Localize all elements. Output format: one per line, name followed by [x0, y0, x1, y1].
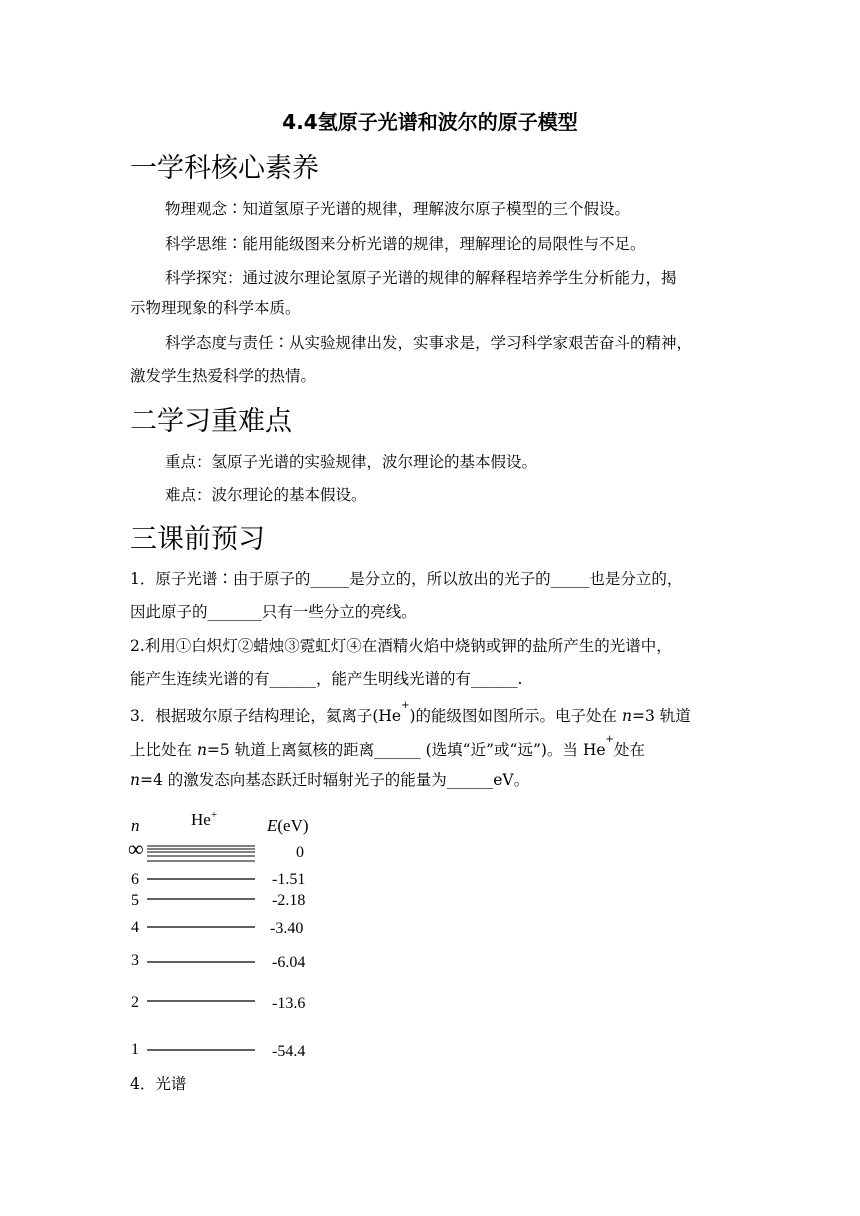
level-energy-label: -3.40: [270, 920, 304, 937]
energy-axis-label: E(eV): [267, 816, 309, 835]
level-energy-label: -2.18: [272, 892, 306, 909]
question-line: 2.利用①白炽灯②蜡烛③霓虹灯④在酒精火焰中烧钠或钾的盐所产生的光谱中，: [130, 637, 672, 655]
ion-label: He+: [191, 809, 218, 829]
section-heading-key-points: 二学习重难点: [130, 406, 292, 437]
section-heading-core-literacy: 一学科核心素养: [130, 153, 319, 184]
level-2: [131, 994, 305, 1012]
level-infinity: [128, 836, 304, 861]
paragraph-line: 物理观念∶知道氢原子光谱的规律，理解波尔原子模型的三个假设。: [165, 200, 631, 218]
level-energy-label: -54.4: [272, 1043, 306, 1060]
level-1: [131, 1041, 305, 1060]
level-3: [131, 952, 305, 971]
question-line: 因此原子的_______只有一些分立的亮线。: [130, 603, 417, 621]
question-3-line-2: 上比处在 n=5 轨道上离氦核的距离______ (选填“近”或“远”)。当 He+处在: [130, 734, 645, 760]
level-n-label: 3: [131, 952, 139, 969]
energy-level-diagram: [125, 808, 345, 1068]
question-line: 1．原子光谱∶由于原子的_____是分立的，所以放出的光子的_____也是分立的，: [130, 570, 683, 588]
paragraph-line: 难点：波尔理论的基本假设。: [165, 486, 367, 504]
question-line: 能产生连续光谱的有______，能产生明线光谱的有______.: [130, 670, 523, 688]
document-title: 4.4氢原子光谱和波尔的原子模型: [282, 110, 578, 134]
question-3-line-1: 3．根据玻尔原子结构理论，氦离子(He+)的能级图如图所示。电子处在 n=3 轨道: [130, 700, 691, 726]
question-3-line-3: n=4 的激发态向基态跃迁时辐射光子的能量为______eV。: [130, 771, 530, 789]
level-5: [131, 892, 305, 909]
paragraph-line: 科学思维∶能用能级图来分析光谱的规律，理解理论的局限性与不足。: [165, 235, 646, 253]
paragraph-line: 重点：氢原子光谱的实验规律，波尔理论的基本假设。: [165, 453, 538, 471]
question-4-line: 4．光谱: [130, 1075, 187, 1093]
level-energy-label: 0: [296, 844, 304, 861]
level-n-label: 5: [131, 892, 139, 909]
level-n-label: 1: [131, 1041, 139, 1058]
level-energy-label: -6.04: [272, 954, 306, 971]
level-4: [131, 919, 303, 937]
section-heading-preview: 三课前预习: [130, 524, 265, 555]
paragraph-line: 示物理现象的科学本质。: [130, 299, 301, 317]
level-energy-label: -1.51: [272, 871, 306, 888]
paragraph-line: 科学探究：通过波尔理论氢原子光谱的规律的解释程培养学生分析能力，揭: [165, 269, 677, 287]
level-n-label: 2: [131, 994, 139, 1011]
level-n-label: 6: [131, 871, 139, 888]
n-axis-label: n: [131, 816, 140, 835]
level-n-label: ∞: [128, 836, 144, 861]
level-energy-label: -13.6: [272, 995, 306, 1012]
paragraph-line: 科学态度与责任∶从实验规律出发，实事求是，学习科学家艰苦奋斗的精神，: [165, 334, 693, 352]
level-n-label: 4: [131, 919, 139, 936]
paragraph-line: 激发学生热爱科学的热情。: [130, 367, 317, 385]
level-6: [131, 871, 305, 888]
